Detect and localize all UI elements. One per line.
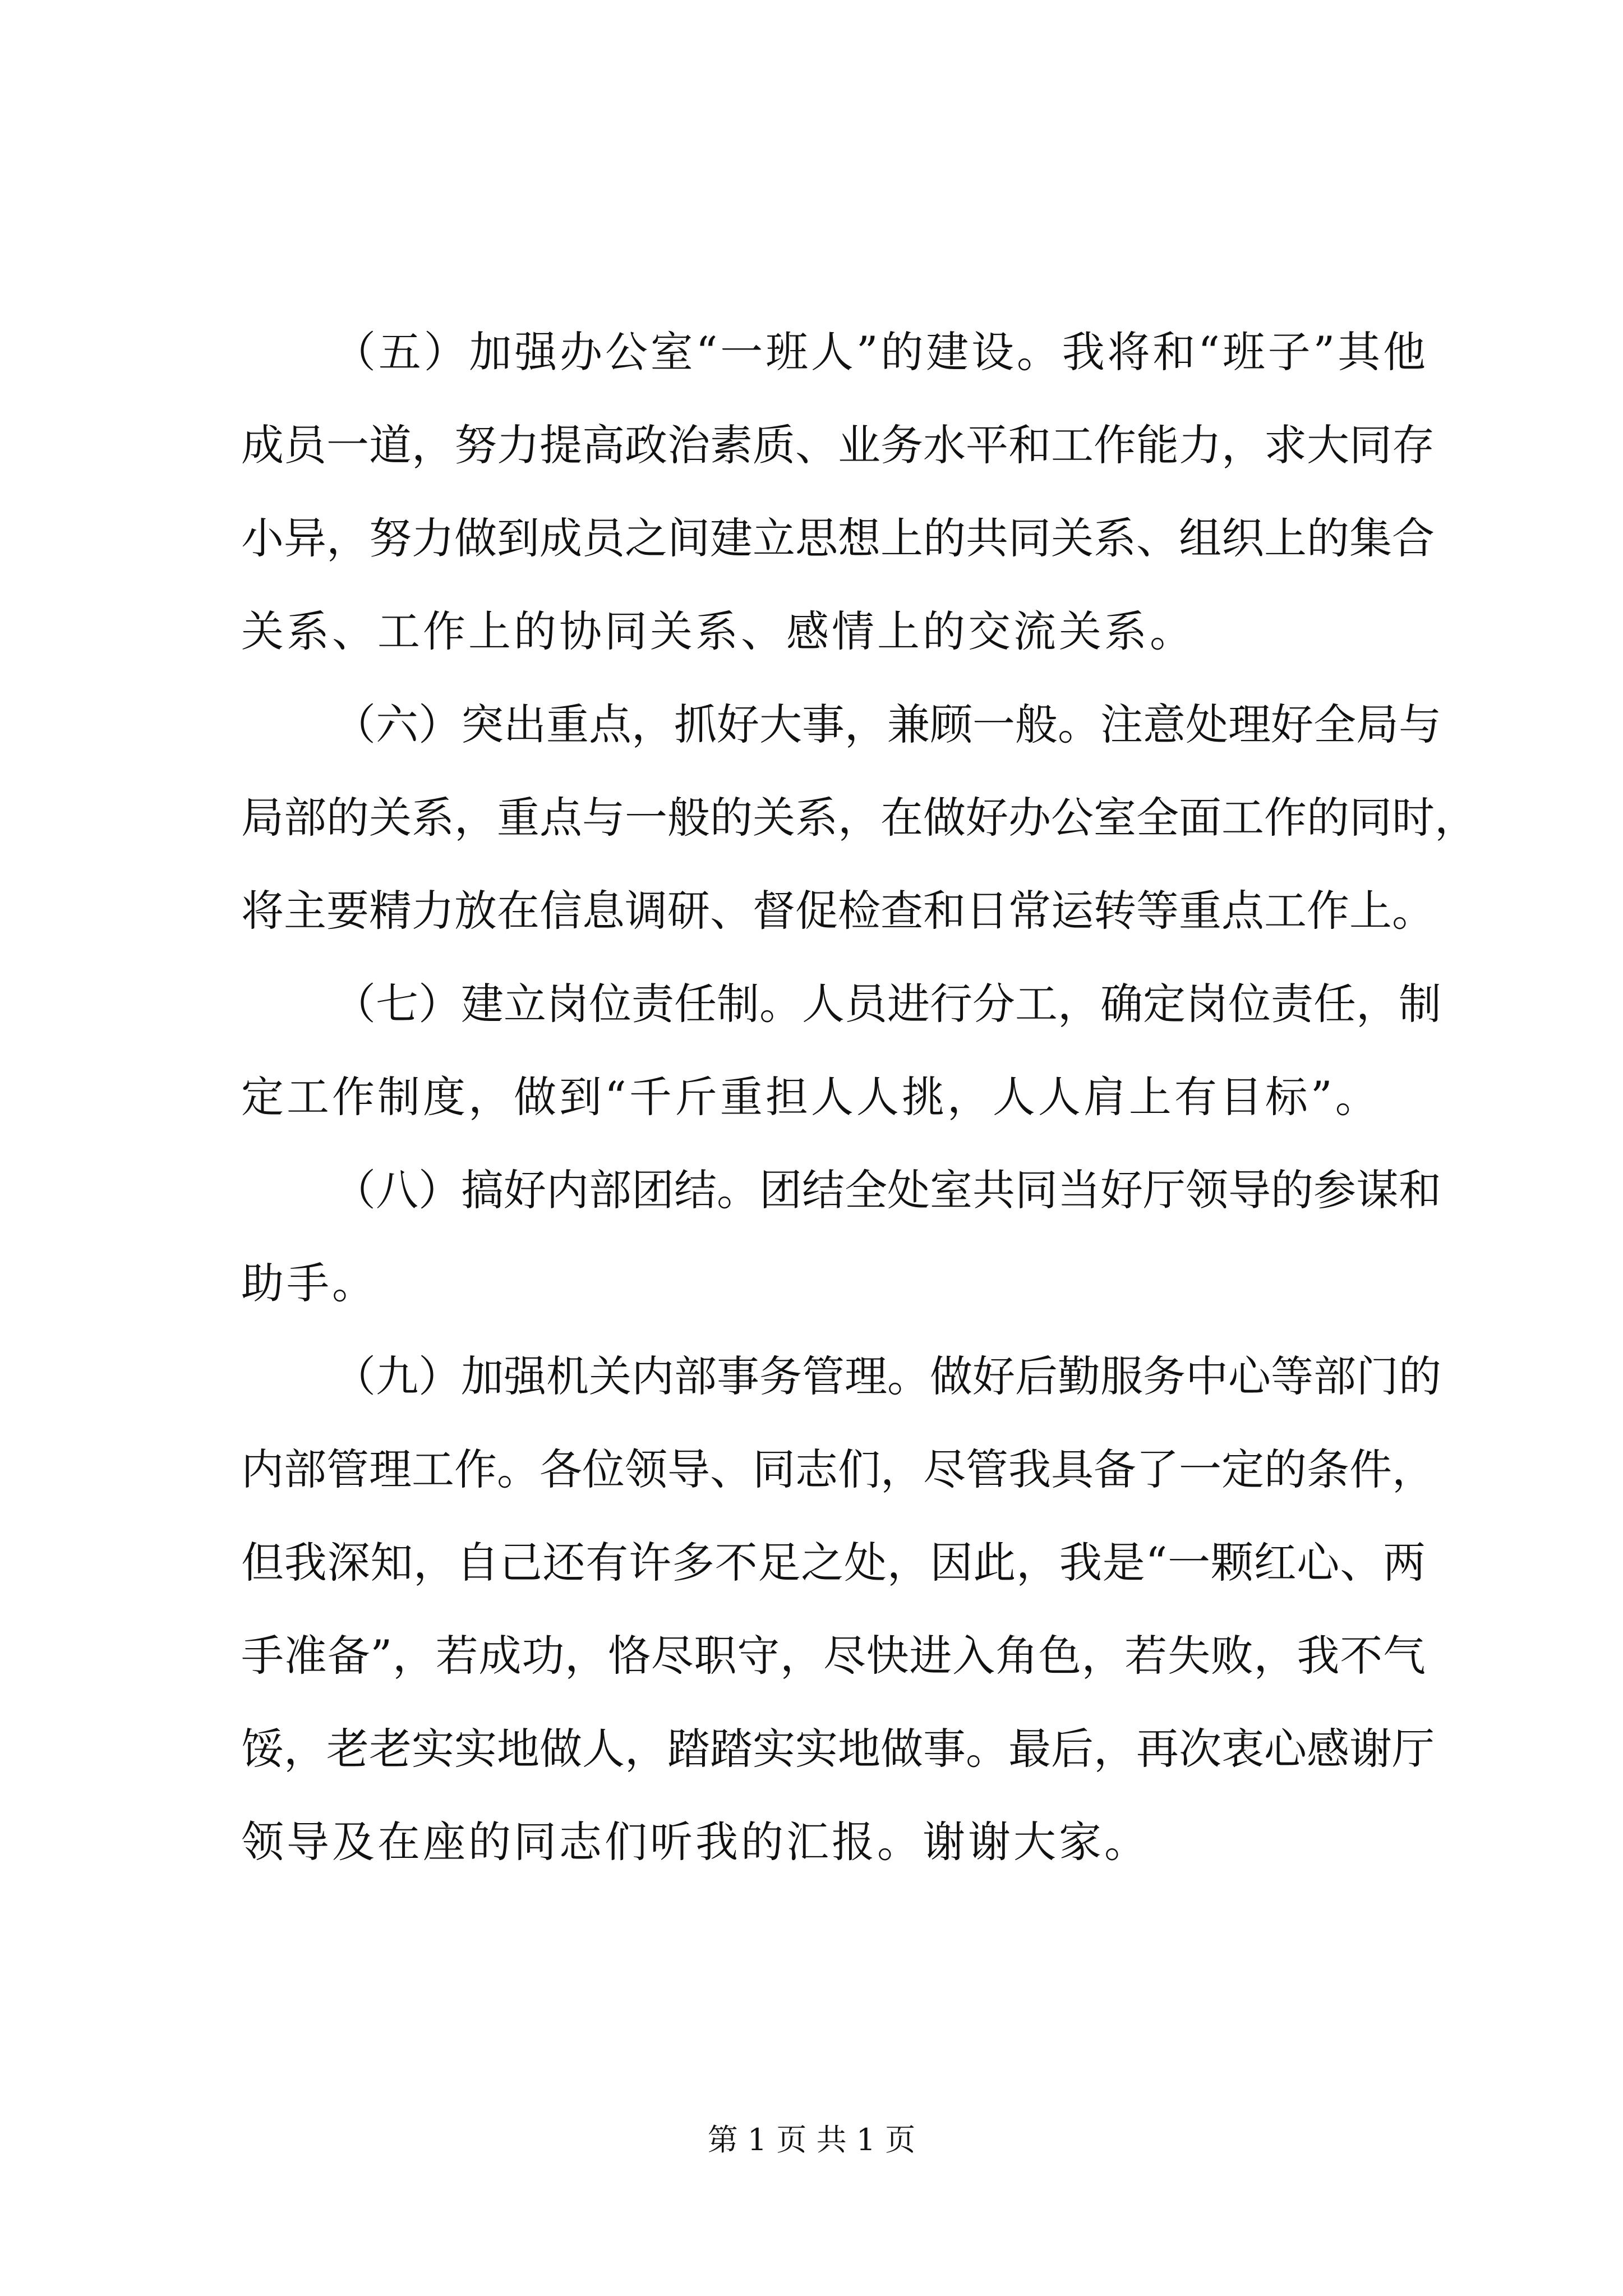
text-line: （六）突出重点，抓好大事，兼顾一般。注意处理好全局与	[333, 700, 1441, 749]
text-line: 助手。	[241, 1258, 377, 1308]
text-line: 将主要精力放在信息调研、督促检查和日常运转等重点工作上。	[241, 886, 1435, 936]
page-footer: 第 1 页 共 1 页	[707, 2122, 916, 2157]
text-line: 成员一道，努力提高政治素质、业务水平和工作能力，求大同存	[241, 420, 1435, 470]
text-line: 定工作制度，做到“千斤重担人人挑，人人肩上有目标”。	[241, 1072, 1381, 1122]
text-line: 小异，努力做到成员之间建立思想上的共同关系、组织上的集合	[241, 513, 1435, 563]
text-line: 内部管理工作。各位领导、同志们，尽管我具备了一定的条件，	[241, 1444, 1435, 1494]
text-line: （五）加强办公室“一班人”的建设。我将和“班子”其他	[333, 327, 1426, 377]
text-line: 手准备”，若成功，恪尽职守，尽快进入角色，若失败，我不气	[241, 1631, 1426, 1681]
document-body	[241, 306, 1477, 1889]
text-line: （八）搞好内部团结。团结全处室共同当好厅领导的参谋和	[333, 1165, 1441, 1215]
text-line: 但我深知，自己还有许多不足之处，因此，我是“一颗红心、两	[241, 1538, 1426, 1588]
text-line: 局部的关系，重点与一般的关系，在做好办公室全面工作的同时，	[241, 793, 1477, 843]
text-line: 领导及在座的同志们听我的汇报。谢谢大家。	[241, 1817, 1150, 1867]
text-line: 关系、工作上的协同关系、感情上的交流关系。	[241, 606, 1195, 656]
text-line: （七）建立岗位责任制。人员进行分工，确定岗位责任，制	[333, 979, 1441, 1029]
text-line: 馁，老老实实地做人，踏踏实实地做事。最后，再次衷心感谢厅	[241, 1724, 1435, 1774]
text-line: （九）加强机关内部事务管理。做好后勤服务中心等部门的	[333, 1351, 1441, 1401]
